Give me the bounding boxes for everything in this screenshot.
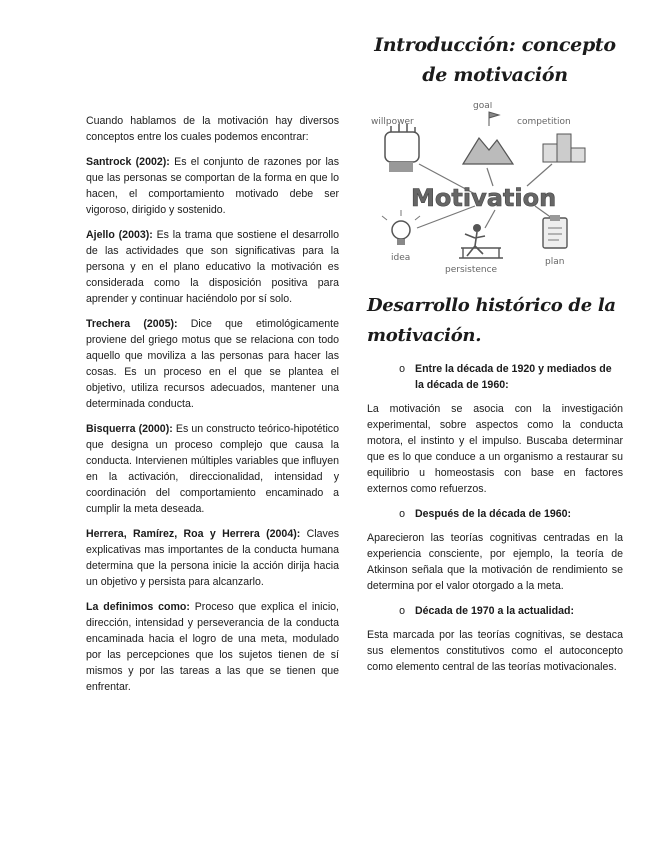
definition-text: Proceso que explica el inicio, dirección, intensidad y perseverancia de la conducta encaminada hacia el logro de una meta, modulado por las percepciones que los sujetos tienen de sí mismos y por las tareas a las que se tienen que enfrentar. xyxy=(86,601,340,693)
period-text: La motivación se asocia con la investigación experimental, sobre aspectos como la conducta motora, el instinto y el impulso. Buscaba determinar que es lo que conduce a un organismo a restaurar su equilibrio u homeostasis con base en factores externos como refuerzos. xyxy=(367,403,623,495)
definition-author: Santrock (2002): xyxy=(86,156,170,168)
left-column xyxy=(86,113,339,704)
intro-title: Introducción: concepto de motivación xyxy=(374,34,616,86)
label-competition: competition xyxy=(517,117,571,127)
definition-own xyxy=(86,599,339,695)
definition-text: Es un constructo teórico-hipotético que designa un proceso complejo que causa la conducta. Intervienen múltiples variables que influyen en la activación, direccionalidad, intensidad y coordinación del comportamiento encaminado a cumplir la meta deseada. xyxy=(86,423,339,515)
label-center: Motivation xyxy=(411,184,557,212)
section-title: Desarrollo histórico de la motivación. xyxy=(367,295,616,346)
lightbulb-icon xyxy=(382,210,420,245)
definition-author: Herrera, Ramírez, Roa y Herrera (2004): xyxy=(86,528,301,540)
label-willpower: willpower xyxy=(371,117,414,127)
label-plan: plan xyxy=(545,257,565,267)
definition-ajello xyxy=(86,227,339,307)
fist-icon xyxy=(385,124,419,172)
bullet-icon: o xyxy=(399,605,405,617)
definition-trechera xyxy=(86,316,339,412)
period-heading xyxy=(367,361,623,393)
mountain-icon xyxy=(463,112,513,164)
podium-icon xyxy=(543,134,585,162)
definition-author: Bisquerra (2000): xyxy=(86,423,173,435)
period-text: Esta marcada por las teorías cognitivas, se destaca sus elementos constitutivos como el autoconcepto como elemento central de las teorías motivacionales. xyxy=(367,629,623,673)
clipboard-icon xyxy=(543,215,567,248)
period-heading xyxy=(367,506,623,522)
right-column xyxy=(367,30,623,684)
definition-bisquerra xyxy=(86,421,339,517)
period-heading-text: Entre la década de 1920 y mediados de la década de 1960: xyxy=(415,363,612,391)
period-heading xyxy=(367,603,623,619)
definition-text: Dice que etimológicamente proviene del griego motus que se relaciona con todo aquello que moviliza a las personas para hacer las cosas. Es un proceso en el que se plantea el objetivo, utiliza recursos adecuados, mantener una determinada conducta. xyxy=(86,318,339,410)
period-heading-text: Década de 1970 a la actualidad: xyxy=(415,605,574,617)
bullet-icon: o xyxy=(399,508,405,520)
definition-text: Es el conjunto de razones por las que las personas se comportan de la forma en que lo hacen, el comportamiento motivado debe ser vigoroso, dirigido y sostenido. xyxy=(86,156,339,216)
label-goal: goal xyxy=(473,102,493,111)
definition-author: Trechera (2005): xyxy=(86,318,178,330)
definition-text: Claves explicativas mas importantes de la conducta humana determina que la persona inicie la acción dirija hacia un objetivo y persista para alcanzarlo. xyxy=(86,528,340,588)
bullet-icon: o xyxy=(399,363,405,375)
definition-text: Es la trama que sostiene el desarrollo de las actividades que son significativas para la persona y en el plano educativo la motivación es considerada como la disposición positiva para aprender y continuar haciéndolo por sí solo. xyxy=(86,229,339,305)
period-text: Aparecieron las teorías cognitivas centradas en la experiencia consciente, por ejemplo, la teoría de Atkinson señala que la motivación de rendimiento se determina por el valor otorgado a la meta. xyxy=(367,532,623,592)
label-idea: idea xyxy=(391,253,411,263)
definition-santrock xyxy=(86,154,339,218)
runner-icon xyxy=(459,224,503,258)
definition-author: Ajello (2003): xyxy=(86,229,153,241)
intro-paragraph: Cuando hablamos de la motivación hay diversos conceptos entre los cuales podemos encontrar: xyxy=(86,115,339,143)
definition-author: La definimos como: xyxy=(86,601,190,613)
period-heading-text: Después de la década de 1960: xyxy=(415,508,572,520)
motivation-illustration xyxy=(367,102,623,277)
label-persistence: persistence xyxy=(445,265,498,275)
definition-herrera xyxy=(86,526,339,590)
